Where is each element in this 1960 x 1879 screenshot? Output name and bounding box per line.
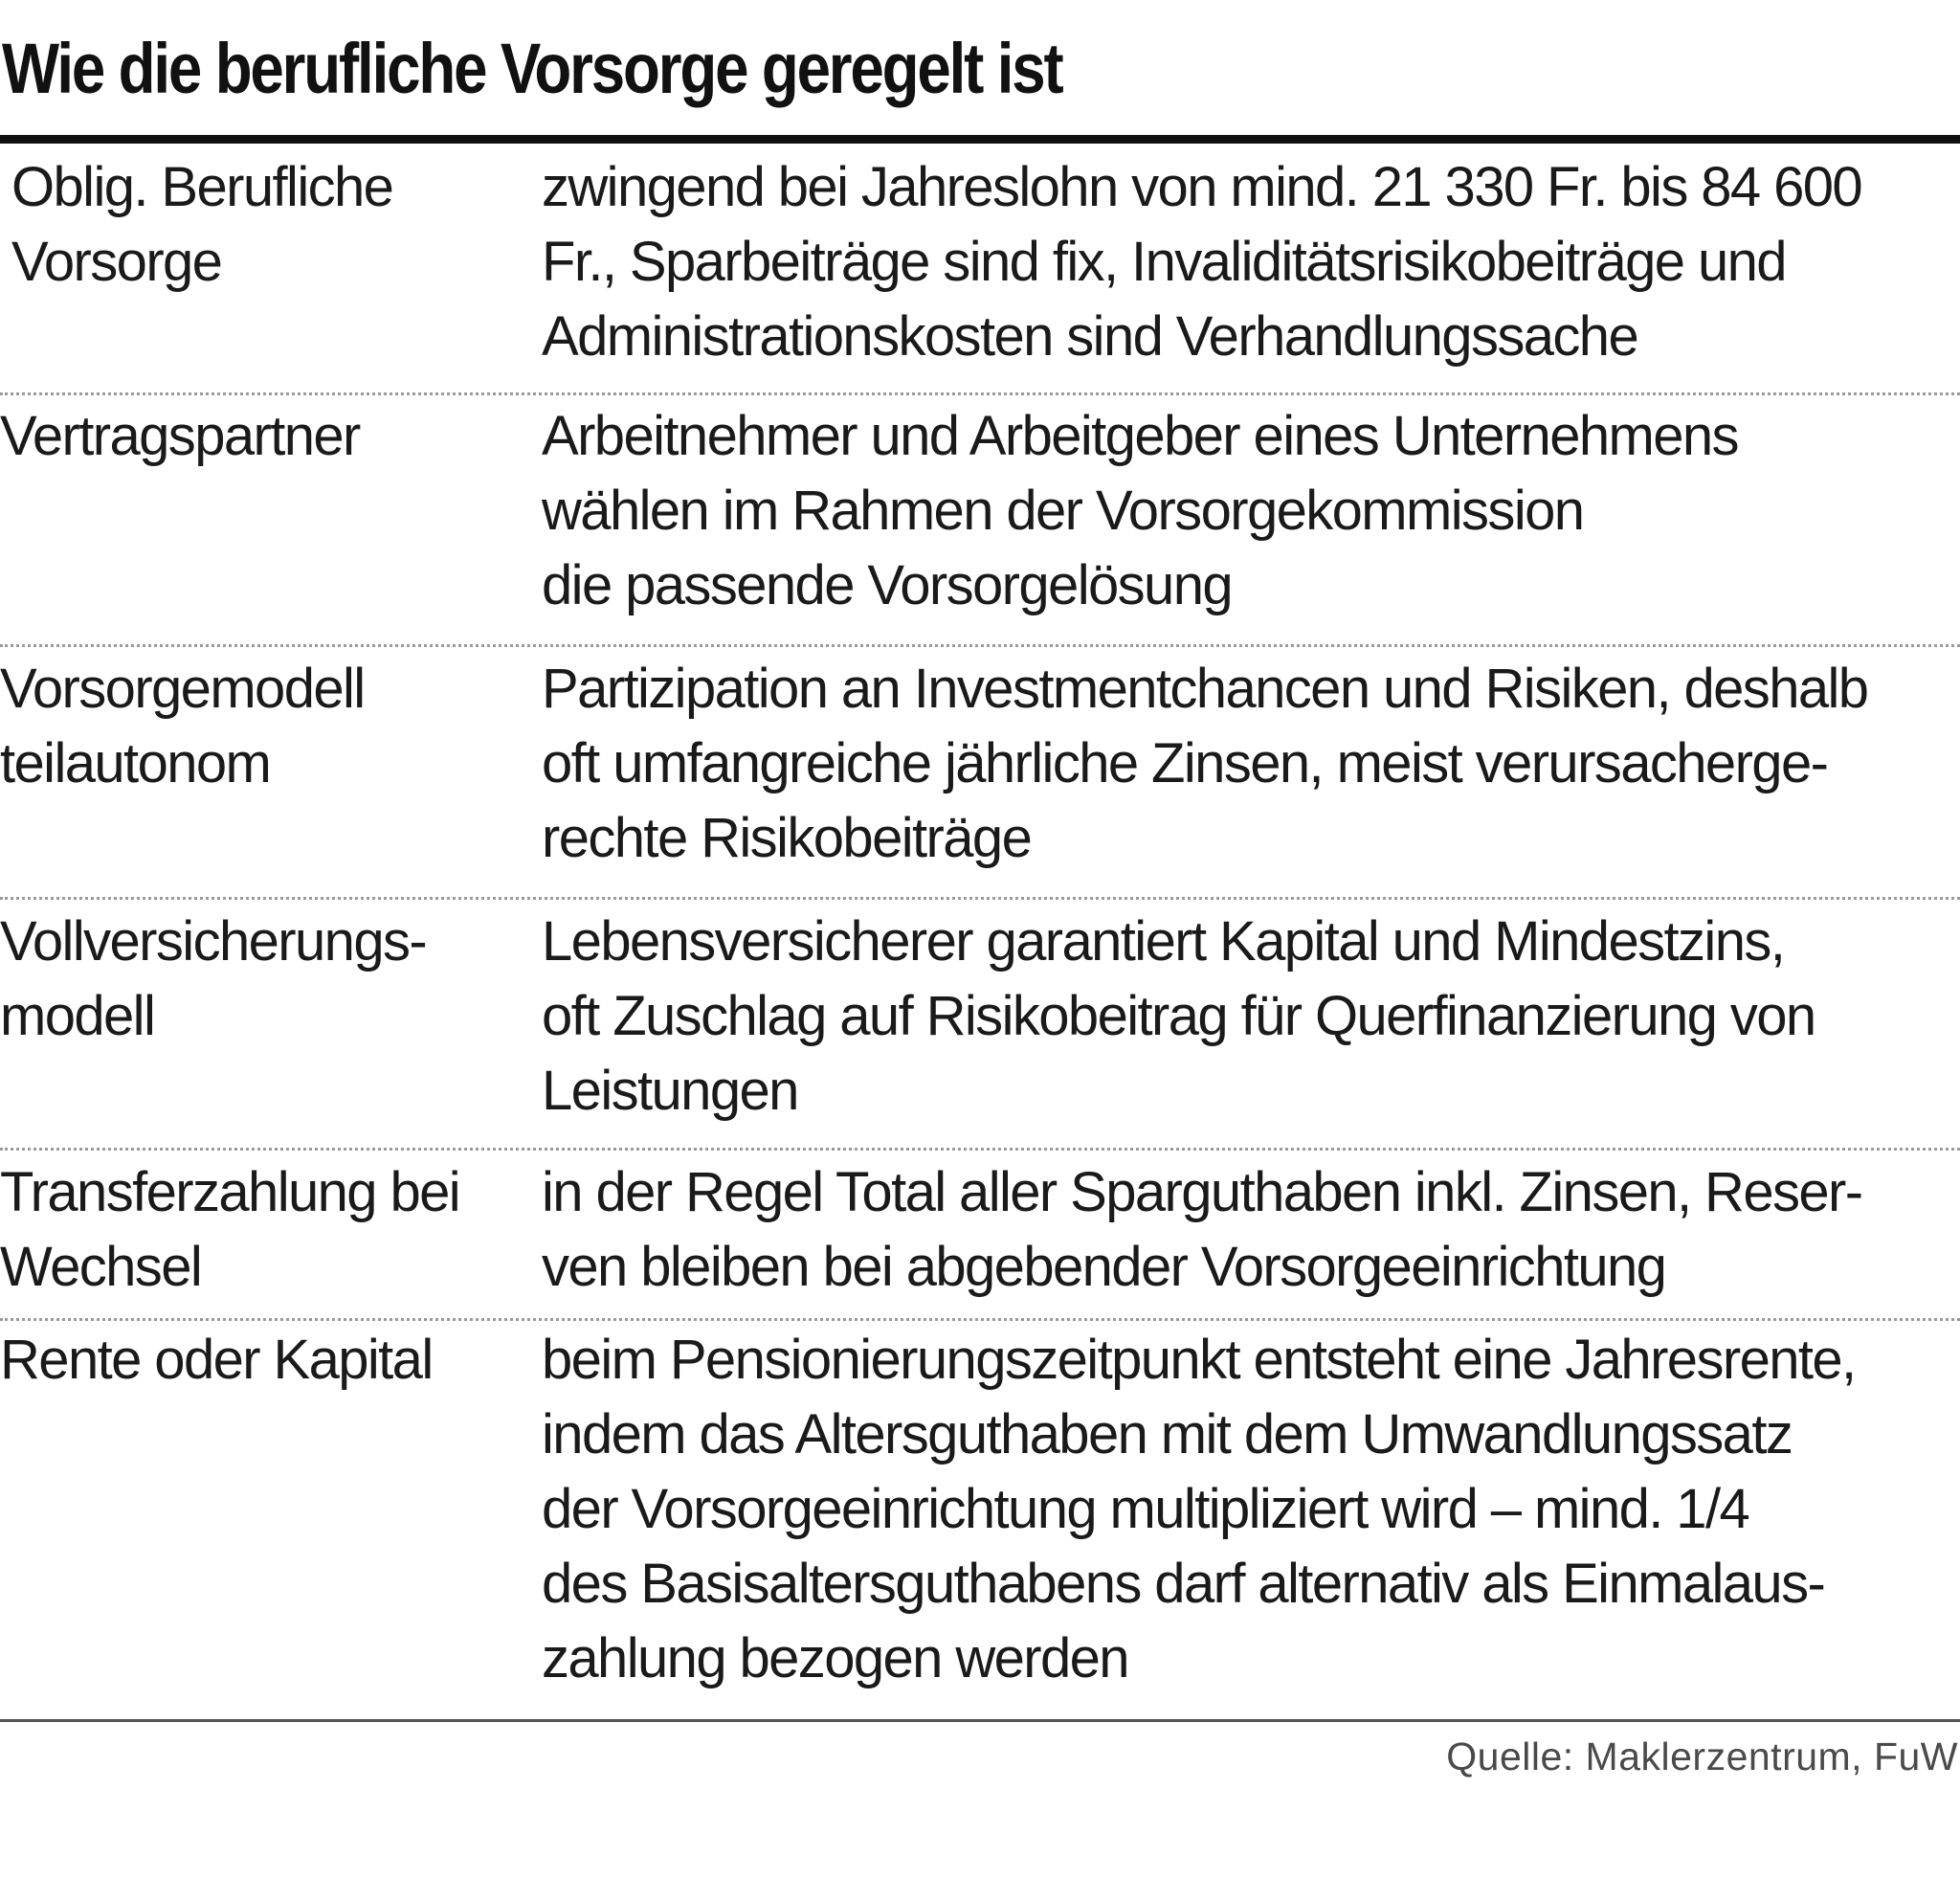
table-row xyxy=(0,647,1960,900)
row-label: Transferzahlung bei Wechsel xyxy=(0,1161,460,1298)
row-description: Partizipation an Investmentchancen und Risiken, deshalb oft umfangreiche jährliche Zinsen, meist verursacherge- rechte Risikobeiträge xyxy=(542,658,1868,869)
row-description: Arbeitnehmer und Arbeitgeber eines Unternehmens wählen im Rahmen der Vorsorgekommission die passende Vorsorgelösung xyxy=(542,405,1738,616)
bottom-divider xyxy=(0,1719,1960,1722)
table-row xyxy=(0,900,1960,1151)
row-label: Rente oder Kapital xyxy=(0,1329,433,1391)
row-label: Vorsorgemodell teilautonom xyxy=(0,658,365,794)
table-row xyxy=(0,395,1960,647)
title-divider xyxy=(0,135,1960,144)
table-row xyxy=(0,1321,1960,1713)
page-title: Wie die berufliche Vorsorge geregelt ist xyxy=(2,29,1062,108)
row-description: Lebensversicherer garantiert Kapital und Mindestzins, oft Zuschlag auf Risikobeitrag für Querfinanzierung von Leistungen xyxy=(542,910,1815,1122)
source-note: Quelle: Maklerzentrum, FuW xyxy=(1446,1734,1958,1778)
row-label: Vertragspartner xyxy=(0,405,360,467)
row-label: Oblig. Berufliche Vorsorge xyxy=(11,156,393,293)
table-row xyxy=(0,144,1960,395)
row-description: in der Regel Total aller Sparguthaben inkl. Zinsen, Reser- ven bleiben bei abgebender Vorsorgeeinrichtung xyxy=(542,1161,1862,1298)
row-description: beim Pensionierungszeitpunkt entsteht eine Jahresrente, indem das Altersguthaben mit dem Umwandlungssatz der Vorsorgeeinrichtung multipliziert wird – mind. 1/4 des Basisaltersguthabens darf alternativ als Einmalaus- zahlung bezogen werden xyxy=(542,1329,1856,1689)
row-description: zwingend bei Jahreslohn von mind. 21 330 Fr. bis 84 600 Fr., Sparbeiträge sind fix, Invaliditätsrisikobeiträge und Administrationskosten sind Verhandlungssache xyxy=(542,156,1862,368)
table-row xyxy=(0,1151,1960,1321)
row-label: Vollversicherungs- modell xyxy=(0,910,427,1047)
info-table xyxy=(0,144,1960,1713)
